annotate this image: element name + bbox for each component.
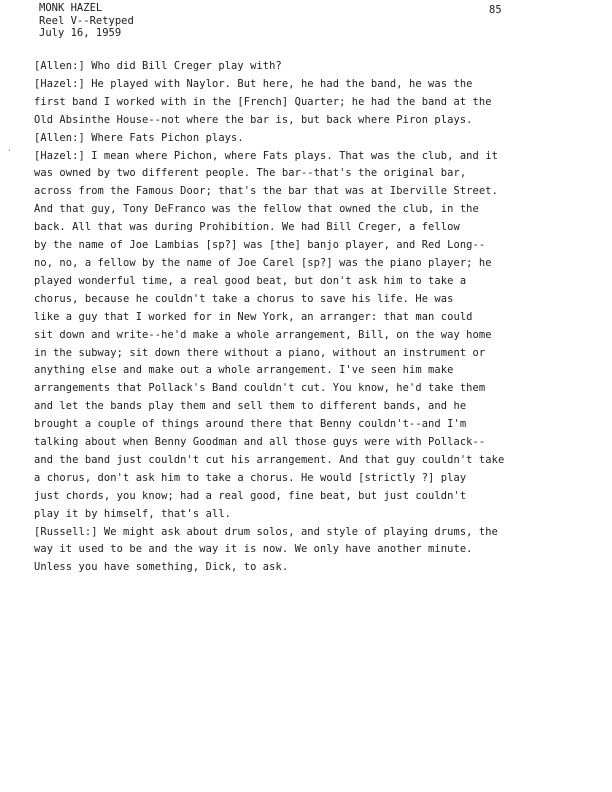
transcript-line: talking about when Benny Goodman and all those guys were with Pollack-- [34,436,486,449]
transcript-body [34,58,580,577]
transcript-line: across from the Famous Door; that's the bar that was at Iberville Street. [34,185,498,198]
transcript-line: sit down and write--he'd make a whole arrangement, Bill, on the way home [34,328,492,341]
transcript-line: chorus, because he couldn't take a chorus to save his life. He was [34,292,454,305]
transcript-line: was owned by two different people. The bar--that's the original bar, [34,167,467,180]
transcript-line: brought a couple of things around there that Benny couldn't--and I'm [34,418,467,431]
margin-mark: · [7,146,12,155]
transcript-line: way it used to be and the way it is now. We only have another minute. [34,543,473,556]
transcript-line: [Allen:] Who did Bill Creger play with? [34,60,282,72]
transcript-line: [Russell:] We might ask about drum solos, and style of playing drums, the [34,525,498,538]
transcript-line: like a guy that I worked for in New York, an arranger: that man could [34,310,473,323]
transcript-line: play it by himself, that's all. [34,507,232,520]
transcript-line: no, no, a fellow by the name of Joe Carel [sp?] was the piano player; he [34,256,492,269]
transcript-line: [Allen:] Where Fats Pichon plays. [34,131,244,144]
interviewee-name: MONK HAZEL [39,2,103,14]
transcript-line: just chords, you know; had a real good, fine beat, but just couldn't [34,489,467,502]
transcript-line: a chorus, don't ask him to take a chorus. He would [strictly ?] play [34,471,467,484]
transcript-line: back. All that was during Prohibition. We had Bill Creger, a fellow [34,221,460,234]
transcript-line: anything else and make out a whole arrangement. I've seen him make [34,364,454,377]
transcript-line: And that guy, Tony DeFranco was the fellow that owned the club, in the [34,203,479,216]
transcript-line: arrangements that Pollack's Band couldn't cut. You know, he'd take them [34,382,486,395]
transcript-line: [Hazel:] I mean where Pichon, where Fats plays. That was the club, and it [34,149,498,162]
transcript-line: Unless you have something, Dick, to ask. [34,561,289,574]
transcript-line: and let the bands play them and sell them to different bands, and he [34,400,467,413]
page-number: 85 [489,4,502,16]
transcript-line: by the name of Joe Lambias [sp?] was [the] banjo player, and Red Long-- [34,239,486,252]
page-header [39,2,134,40]
reel-label: Reel V--Retyped [39,14,134,27]
transcript-line: [Hazel:] He played with Naylor. But here, he had the band, he was the [34,77,473,90]
transcript-line: Old Absinthe House--not where the bar is, but back where Piron plays. [34,113,473,126]
transcript-line: first band I worked with in the [French] Quarter; he had the band at the [34,95,492,108]
transcript-line: played wonderful time, a real good beat, but don't ask him to take a [34,274,467,287]
interview-date: July 16, 1959 [39,27,122,39]
transcript-line: and the band just couldn't cut his arrangement. And that guy couldn't take [34,453,505,466]
transcript-line: in the subway; sit down there without a piano, without an instrument or [34,346,486,359]
